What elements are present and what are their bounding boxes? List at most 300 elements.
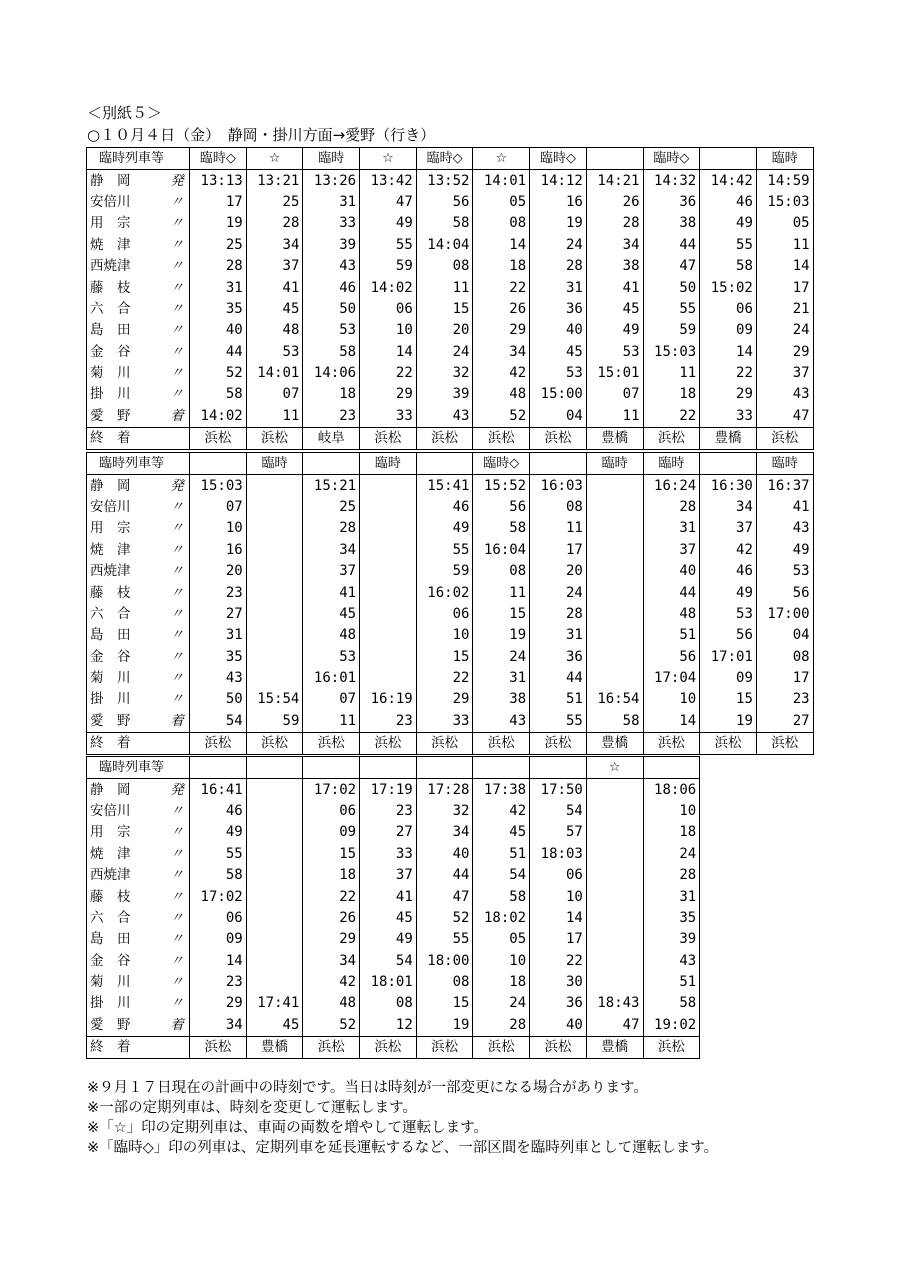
time-cell: 46 bbox=[416, 497, 473, 518]
time-cell bbox=[360, 518, 417, 539]
station-row bbox=[87, 822, 700, 843]
time-cell: 40 bbox=[416, 844, 473, 865]
time-cell: 49 bbox=[756, 540, 813, 561]
station-cell bbox=[87, 213, 190, 234]
time-cell: 05 bbox=[756, 213, 813, 234]
time-cell: 04 bbox=[530, 406, 587, 428]
time-cell: 33 bbox=[303, 213, 360, 234]
station-name: 藤 枝 bbox=[90, 888, 131, 905]
terminal-cell: 岐阜 bbox=[303, 428, 360, 450]
header-label: 臨時列車等 bbox=[87, 757, 190, 779]
time-cell bbox=[246, 668, 303, 689]
train-mark: 臨時 bbox=[756, 148, 813, 170]
train-mark: 臨時 bbox=[246, 453, 303, 475]
time-cell: 19 bbox=[416, 1015, 473, 1037]
time-cell: 16:41 bbox=[190, 779, 247, 801]
time-cell bbox=[246, 972, 303, 993]
time-cell: 36 bbox=[643, 192, 700, 213]
time-cell: 37 bbox=[246, 256, 303, 277]
terminal-row bbox=[87, 733, 814, 755]
header-label: 臨時列車等 bbox=[87, 148, 190, 170]
time-cell: 19 bbox=[700, 711, 757, 733]
time-cell: 24 bbox=[473, 647, 530, 668]
station-name: 静 岡 bbox=[90, 477, 131, 494]
time-cell: 42 bbox=[473, 363, 530, 384]
time-cell: 07 bbox=[303, 689, 360, 710]
terminal-cell: 浜松 bbox=[416, 1037, 473, 1059]
time-cell: 49 bbox=[700, 582, 757, 603]
time-cell: 53 bbox=[700, 604, 757, 625]
time-cell: 23 bbox=[190, 582, 247, 603]
time-cell: 45 bbox=[303, 604, 360, 625]
time-cell: 58 bbox=[473, 518, 530, 539]
station-name: 焼 津 bbox=[90, 236, 131, 253]
time-cell: 53 bbox=[246, 342, 303, 363]
time-cell: 14:04 bbox=[416, 235, 473, 256]
station-name: 島 田 bbox=[90, 322, 131, 339]
station-name: 六 合 bbox=[90, 605, 131, 622]
time-cell: 44 bbox=[416, 865, 473, 886]
time-cell: 55 bbox=[360, 235, 417, 256]
time-cell: 33 bbox=[360, 406, 417, 428]
time-cell: 18:43 bbox=[586, 993, 643, 1014]
station-suffix: 〃 bbox=[170, 888, 184, 905]
train-mark: 臨時◇ bbox=[416, 148, 473, 170]
time-cell: 55 bbox=[190, 844, 247, 865]
timetable-block bbox=[86, 756, 700, 1059]
station-name: 焼 津 bbox=[90, 541, 131, 558]
time-cell: 05 bbox=[473, 192, 530, 213]
time-cell: 29 bbox=[473, 320, 530, 341]
time-cell: 29 bbox=[700, 384, 757, 405]
time-cell bbox=[586, 972, 643, 993]
station-cell bbox=[87, 1015, 190, 1037]
time-cell: 18 bbox=[473, 256, 530, 277]
station-row bbox=[87, 320, 814, 341]
train-mark: ☆ bbox=[246, 148, 303, 170]
station-suffix: 〃 bbox=[170, 802, 184, 819]
time-cell: 51 bbox=[643, 972, 700, 993]
station-name: 六 合 bbox=[90, 909, 131, 926]
time-cell: 24 bbox=[416, 342, 473, 363]
station-suffix: 〃 bbox=[170, 931, 184, 948]
time-cell: 14:01 bbox=[473, 170, 530, 192]
time-cell: 09 bbox=[700, 668, 757, 689]
time-cell: 45 bbox=[586, 299, 643, 320]
time-cell bbox=[586, 497, 643, 518]
station-row bbox=[87, 886, 700, 907]
time-cell: 14:32 bbox=[643, 170, 700, 192]
terminal-label: 終 着 bbox=[87, 428, 190, 450]
time-cell bbox=[586, 604, 643, 625]
time-cell: 51 bbox=[530, 689, 587, 710]
station-suffix: 着 bbox=[170, 1016, 184, 1033]
time-cell bbox=[586, 668, 643, 689]
time-cell bbox=[246, 801, 303, 822]
station-cell bbox=[87, 582, 190, 603]
time-cell bbox=[586, 779, 643, 801]
time-cell: 47 bbox=[586, 1015, 643, 1037]
time-cell: 07 bbox=[190, 497, 247, 518]
time-cell: 41 bbox=[756, 497, 813, 518]
time-cell: 59 bbox=[416, 561, 473, 582]
time-cell: 19 bbox=[190, 213, 247, 234]
time-cell: 57 bbox=[530, 822, 587, 843]
station-row bbox=[87, 865, 700, 886]
time-cell: 58 bbox=[586, 711, 643, 733]
station-cell bbox=[87, 518, 190, 539]
time-cell: 30 bbox=[530, 972, 587, 993]
time-cell: 29 bbox=[360, 384, 417, 405]
time-cell bbox=[586, 561, 643, 582]
train-mark: 臨時◇ bbox=[473, 453, 530, 475]
station-cell bbox=[87, 406, 190, 428]
time-cell bbox=[586, 582, 643, 603]
time-cell: 56 bbox=[416, 192, 473, 213]
time-cell: 14 bbox=[643, 711, 700, 733]
timetable-block bbox=[86, 452, 814, 755]
time-cell: 29 bbox=[190, 993, 247, 1014]
time-cell bbox=[586, 886, 643, 907]
station-name: 愛 野 bbox=[90, 1016, 131, 1033]
time-cell: 08 bbox=[416, 972, 473, 993]
time-cell: 14 bbox=[530, 908, 587, 929]
station-name: 焼 津 bbox=[90, 845, 131, 862]
time-cell: 16:01 bbox=[303, 668, 360, 689]
station-name: 愛 野 bbox=[90, 407, 131, 424]
time-cell: 44 bbox=[530, 668, 587, 689]
time-cell: 15:21 bbox=[303, 475, 360, 497]
time-cell: 26 bbox=[586, 192, 643, 213]
time-cell: 12 bbox=[360, 1015, 417, 1037]
station-cell bbox=[87, 647, 190, 668]
time-cell: 48 bbox=[303, 625, 360, 646]
time-cell: 32 bbox=[416, 801, 473, 822]
station-suffix: 着 bbox=[170, 712, 184, 729]
time-cell: 55 bbox=[416, 929, 473, 950]
time-cell: 04 bbox=[756, 625, 813, 646]
station-cell bbox=[87, 886, 190, 907]
time-cell: 22 bbox=[700, 363, 757, 384]
station-row bbox=[87, 475, 814, 497]
time-cell: 29 bbox=[416, 689, 473, 710]
station-name: 西焼津 bbox=[90, 867, 131, 884]
station-row bbox=[87, 192, 814, 213]
time-cell: 14:02 bbox=[360, 277, 417, 298]
time-cell bbox=[586, 822, 643, 843]
time-cell: 21 bbox=[756, 299, 813, 320]
time-cell: 10 bbox=[190, 518, 247, 539]
time-cell: 15:00 bbox=[530, 384, 587, 405]
station-row bbox=[87, 213, 814, 234]
time-cell: 42 bbox=[473, 801, 530, 822]
station-row bbox=[87, 406, 814, 428]
time-cell: 39 bbox=[303, 235, 360, 256]
station-name: 六 合 bbox=[90, 300, 131, 317]
time-cell bbox=[246, 844, 303, 865]
time-cell: 42 bbox=[303, 972, 360, 993]
station-cell bbox=[87, 711, 190, 733]
time-cell: 46 bbox=[700, 192, 757, 213]
station-row bbox=[87, 951, 700, 972]
time-cell: 43 bbox=[416, 406, 473, 428]
time-cell: 06 bbox=[190, 908, 247, 929]
time-cell bbox=[360, 475, 417, 497]
time-cell: 10 bbox=[473, 951, 530, 972]
time-cell: 17 bbox=[530, 540, 587, 561]
note-line: ※９月１７日現在の計画中の時刻です。当日は時刻が一部変更になる場合があります。 bbox=[87, 1080, 648, 1096]
time-cell: 41 bbox=[360, 886, 417, 907]
time-cell: 17:19 bbox=[360, 779, 417, 801]
station-name: 静 岡 bbox=[90, 172, 131, 189]
time-cell bbox=[360, 625, 417, 646]
time-cell: 41 bbox=[586, 277, 643, 298]
station-row bbox=[87, 972, 700, 993]
time-cell: 50 bbox=[643, 277, 700, 298]
time-cell: 48 bbox=[473, 384, 530, 405]
time-cell: 18 bbox=[303, 384, 360, 405]
time-cell: 11 bbox=[643, 363, 700, 384]
time-cell: 15 bbox=[416, 647, 473, 668]
station-cell bbox=[87, 363, 190, 384]
train-mark: 臨時 bbox=[586, 453, 643, 475]
time-cell: 47 bbox=[416, 886, 473, 907]
time-cell: 31 bbox=[190, 625, 247, 646]
terminal-cell: 浜松 bbox=[190, 733, 247, 755]
station-suffix: 〃 bbox=[170, 648, 184, 665]
time-cell: 17 bbox=[530, 929, 587, 950]
time-cell: 43 bbox=[756, 518, 813, 539]
time-cell: 53 bbox=[303, 647, 360, 668]
time-cell: 45 bbox=[360, 908, 417, 929]
time-cell: 36 bbox=[530, 299, 587, 320]
station-suffix: 〃 bbox=[170, 691, 184, 708]
terminal-cell: 豊橋 bbox=[586, 1037, 643, 1059]
time-cell bbox=[586, 865, 643, 886]
time-cell: 41 bbox=[303, 582, 360, 603]
time-cell: 16:37 bbox=[756, 475, 813, 497]
time-cell: 46 bbox=[190, 801, 247, 822]
time-cell: 14 bbox=[190, 951, 247, 972]
time-cell: 15:01 bbox=[586, 363, 643, 384]
station-cell bbox=[87, 192, 190, 213]
station-row bbox=[87, 779, 700, 801]
station-name: 金 谷 bbox=[90, 952, 131, 969]
terminal-cell: 浜松 bbox=[643, 1037, 700, 1059]
time-cell: 31 bbox=[530, 625, 587, 646]
time-cell bbox=[360, 647, 417, 668]
train-mark bbox=[190, 453, 247, 475]
time-cell: 28 bbox=[246, 213, 303, 234]
time-cell: 15:02 bbox=[700, 277, 757, 298]
terminal-cell: 浜松 bbox=[473, 428, 530, 450]
time-cell: 52 bbox=[473, 406, 530, 428]
time-cell: 15:03 bbox=[190, 475, 247, 497]
time-cell bbox=[246, 886, 303, 907]
station-cell bbox=[87, 540, 190, 561]
train-mark: 臨時 bbox=[303, 148, 360, 170]
time-cell: 23 bbox=[190, 972, 247, 993]
time-cell: 35 bbox=[190, 647, 247, 668]
station-name: 安倍川 bbox=[90, 498, 131, 515]
time-cell: 18:06 bbox=[643, 779, 700, 801]
time-cell: 13:42 bbox=[360, 170, 417, 192]
terminal-cell: 浜松 bbox=[360, 1037, 417, 1059]
time-cell: 28 bbox=[473, 1015, 530, 1037]
time-cell: 43 bbox=[303, 256, 360, 277]
time-cell bbox=[586, 518, 643, 539]
station-cell bbox=[87, 779, 190, 801]
station-row bbox=[87, 801, 700, 822]
station-name: 藤 枝 bbox=[90, 279, 131, 296]
station-row bbox=[87, 342, 814, 363]
time-cell: 48 bbox=[246, 320, 303, 341]
time-cell: 20 bbox=[190, 561, 247, 582]
header-row bbox=[87, 453, 814, 475]
station-name: 金 谷 bbox=[90, 648, 131, 665]
time-cell: 33 bbox=[700, 406, 757, 428]
time-cell: 28 bbox=[643, 497, 700, 518]
time-cell: 17:50 bbox=[530, 779, 587, 801]
terminal-cell: 浜松 bbox=[303, 733, 360, 755]
station-suffix: 〃 bbox=[170, 520, 184, 537]
time-cell bbox=[246, 929, 303, 950]
time-cell: 20 bbox=[530, 561, 587, 582]
time-cell: 39 bbox=[416, 384, 473, 405]
time-cell: 48 bbox=[303, 993, 360, 1014]
time-cell: 37 bbox=[643, 540, 700, 561]
station-cell bbox=[87, 801, 190, 822]
time-cell: 39 bbox=[643, 929, 700, 950]
time-cell bbox=[246, 497, 303, 518]
terminal-cell: 浜松 bbox=[643, 733, 700, 755]
terminal-cell: 浜松 bbox=[756, 428, 813, 450]
time-cell: 49 bbox=[586, 320, 643, 341]
time-cell: 58 bbox=[700, 256, 757, 277]
time-cell: 08 bbox=[756, 647, 813, 668]
time-cell bbox=[360, 561, 417, 582]
time-cell: 16 bbox=[190, 540, 247, 561]
station-suffix: 〃 bbox=[170, 670, 184, 687]
time-cell: 28 bbox=[190, 256, 247, 277]
note-line: ※「臨時◇」印の列車は、定期列車を延長運転するなど、一部区間を臨時列車として運転します。 bbox=[87, 1140, 719, 1156]
time-cell bbox=[360, 540, 417, 561]
time-cell: 58 bbox=[303, 342, 360, 363]
time-cell: 06 bbox=[700, 299, 757, 320]
time-cell: 31 bbox=[643, 886, 700, 907]
time-cell: 14 bbox=[360, 342, 417, 363]
time-cell: 34 bbox=[586, 235, 643, 256]
timetable-block bbox=[86, 147, 814, 450]
terminal-cell: 豊橋 bbox=[246, 1037, 303, 1059]
station-suffix: 発 bbox=[170, 172, 184, 189]
time-cell: 11 bbox=[303, 711, 360, 733]
time-cell: 52 bbox=[303, 1015, 360, 1037]
station-name: 菊 川 bbox=[90, 670, 131, 687]
time-cell: 06 bbox=[360, 299, 417, 320]
station-name: 西焼津 bbox=[90, 563, 131, 580]
train-mark: 臨時 bbox=[756, 453, 813, 475]
time-cell: 40 bbox=[643, 561, 700, 582]
time-cell: 13:21 bbox=[246, 170, 303, 192]
time-cell: 31 bbox=[530, 277, 587, 298]
time-cell: 18 bbox=[643, 384, 700, 405]
time-cell: 11 bbox=[530, 518, 587, 539]
terminal-cell: 豊橋 bbox=[700, 428, 757, 450]
time-cell: 58 bbox=[416, 213, 473, 234]
time-cell: 38 bbox=[586, 256, 643, 277]
train-mark bbox=[360, 757, 417, 779]
time-cell: 59 bbox=[246, 711, 303, 733]
station-name: 静 岡 bbox=[90, 781, 131, 798]
terminal-label: 終 着 bbox=[87, 733, 190, 755]
time-cell: 17:02 bbox=[303, 779, 360, 801]
time-cell: 34 bbox=[303, 540, 360, 561]
time-cell: 15 bbox=[303, 844, 360, 865]
time-cell: 15 bbox=[416, 299, 473, 320]
time-cell: 14 bbox=[756, 256, 813, 277]
time-cell: 44 bbox=[190, 342, 247, 363]
time-cell: 56 bbox=[700, 625, 757, 646]
time-cell: 54 bbox=[473, 865, 530, 886]
station-row bbox=[87, 170, 814, 192]
time-cell: 15:03 bbox=[756, 192, 813, 213]
time-cell: 18 bbox=[473, 972, 530, 993]
time-cell bbox=[586, 801, 643, 822]
time-cell: 22 bbox=[530, 951, 587, 972]
terminal-row bbox=[87, 428, 814, 450]
station-cell bbox=[87, 951, 190, 972]
time-cell: 56 bbox=[643, 647, 700, 668]
time-cell: 37 bbox=[303, 561, 360, 582]
time-cell: 33 bbox=[360, 844, 417, 865]
time-cell: 05 bbox=[473, 929, 530, 950]
terminal-cell: 浜松 bbox=[473, 733, 530, 755]
time-cell bbox=[246, 582, 303, 603]
time-cell: 09 bbox=[303, 822, 360, 843]
time-cell bbox=[246, 951, 303, 972]
time-cell: 28 bbox=[303, 518, 360, 539]
time-cell: 41 bbox=[246, 277, 303, 298]
time-cell: 09 bbox=[700, 320, 757, 341]
time-cell bbox=[246, 561, 303, 582]
time-cell: 14:42 bbox=[700, 170, 757, 192]
time-cell: 15:54 bbox=[246, 689, 303, 710]
time-cell: 14:06 bbox=[303, 363, 360, 384]
station-cell bbox=[87, 929, 190, 950]
time-cell: 36 bbox=[530, 647, 587, 668]
train-mark bbox=[416, 453, 473, 475]
time-cell: 18:00 bbox=[416, 951, 473, 972]
station-row bbox=[87, 582, 814, 603]
station-cell bbox=[87, 235, 190, 256]
time-cell: 18 bbox=[303, 865, 360, 886]
time-cell: 17 bbox=[756, 277, 813, 298]
time-cell: 18:02 bbox=[473, 908, 530, 929]
time-cell: 49 bbox=[360, 213, 417, 234]
time-cell: 50 bbox=[303, 299, 360, 320]
time-cell: 14:12 bbox=[530, 170, 587, 192]
time-cell: 49 bbox=[360, 929, 417, 950]
terminal-cell: 浜松 bbox=[303, 1037, 360, 1059]
terminal-cell: 浜松 bbox=[246, 428, 303, 450]
time-cell: 27 bbox=[190, 604, 247, 625]
terminal-row bbox=[87, 1037, 700, 1059]
time-cell bbox=[246, 865, 303, 886]
time-cell: 17 bbox=[190, 192, 247, 213]
time-cell: 06 bbox=[303, 801, 360, 822]
time-cell: 31 bbox=[473, 668, 530, 689]
